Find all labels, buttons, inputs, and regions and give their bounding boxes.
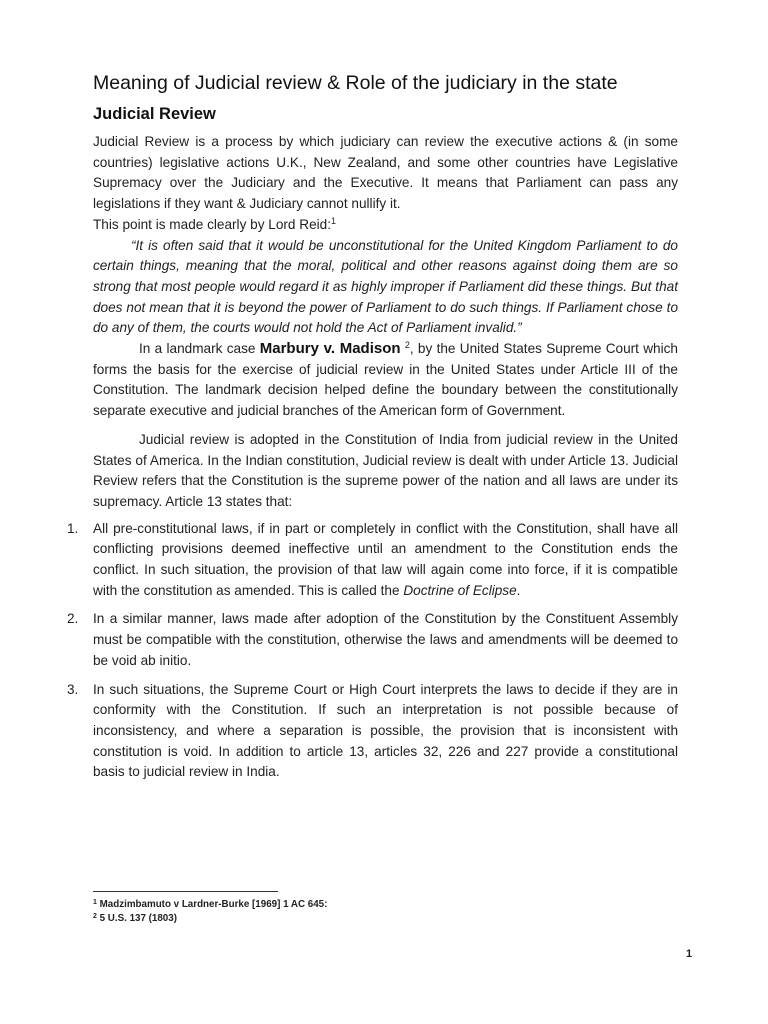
intro-lead <box>93 215 678 236</box>
footnotes <box>93 898 593 926</box>
intro-paragraph: Judicial Review is a process by which judiciary can review the executive actions & (in some countries) legislative actions U.K., New Zealand, and some other countries have Legislative Supremacy over the Judiciary and the Executive. It means that Parliament can pass any legislations if they want & Judiciary cannot nullify it. <box>93 134 678 212</box>
list-number: 3. <box>67 681 79 697</box>
footnote-2 <box>93 912 593 926</box>
footnote-text: 5 U.S. 137 (1803) <box>96 913 177 924</box>
footnote-ref-2[interactable]: 2 <box>404 340 410 351</box>
list-number: 2. <box>67 611 79 627</box>
case-name: Marbury v. Madison <box>259 340 401 358</box>
marbury-paragraph <box>93 339 678 422</box>
footnote-divider <box>93 891 278 892</box>
list-item <box>67 680 678 784</box>
footnote-ref-1[interactable]: 1 <box>331 215 337 226</box>
list-number: 1. <box>67 520 79 536</box>
intro-lead-text: This point is made clearly by Lord Reid: <box>93 216 331 232</box>
footnote-marker: 1 <box>93 899 97 906</box>
list-item <box>67 609 678 671</box>
list-item-text: In a similar manner, laws made after adoption of the Constitution by the Constituent Assembly must be compatible with the constitution, otherwise the laws and amendments will be deemed to be void ab initio. <box>93 611 678 668</box>
footnote-marker: 2 <box>93 913 97 920</box>
footnote-1 <box>93 898 593 912</box>
doctrine-of-eclipse: Doctrine of Eclipse <box>403 582 517 598</box>
article-13-list <box>67 519 678 783</box>
india-paragraph: Judicial review is adopted in the Constitution of India from judicial review in the United States of America. In the Indian constitution, Judicial review is dealt with under Article 13. Judicial Review refers that the Constitution is the supreme power of the nation and all laws are under its supremacy. Article 13 states that: <box>93 431 678 509</box>
marbury-after: , by the United States Supreme Court which forms the basis for the exercise of judicial review in the United States under Article III of the Constitution. The landmark decision helped define the boundary between the constitutionally separate executive and judicial branches of the American form of Government. <box>93 341 678 419</box>
page-number: 1 <box>686 948 693 960</box>
section-heading: Judicial Review <box>93 105 216 123</box>
document-body <box>67 132 678 791</box>
marbury-before: In a landmark case <box>139 341 260 357</box>
page-title: Meaning of Judicial review & Role of the judiciary in the state <box>93 72 618 94</box>
lord-reid-quote: “It is often said that it would be unconstitutional for the United Kingdom Parliament to do certain things, meaning that the moral, political and other reasons against doing them are so strong that most people would regard it as highly improper if Parliament did these things. But that does not mean that it is beyond the power of Parliament to do such things. If Parliament chose to do any of them, the courts would not hold the Act of Parliament invalid.” <box>93 237 678 336</box>
list-item-text: All pre-constitutional laws, if in part or completely in conflict with the Constitution, shall have all conflicting provisions deemed ineffective until an amendment to the Constitution ends the conflict. In such situation, the provision of that law will again come into force, if it is compatible with the constitution as amended. This is called the <box>93 520 678 598</box>
list-item-text: In such situations, the Supreme Court or High Court interprets the laws to decide if they are in conformity with the Constitution. If such an interpretation is not possible because of inconsistency, and where a separation is possible, the provision that is inconsistent with constitution is void. In addition to article 13, articles 32, 226 and 227 provide a constitutional basis to judicial review in India. <box>93 681 678 780</box>
footnote-text: Madzimbamuto v Lardner-Burke [1969] 1 AC 645: <box>96 899 328 910</box>
list-item <box>67 519 678 602</box>
list-item-end: . <box>516 582 521 598</box>
